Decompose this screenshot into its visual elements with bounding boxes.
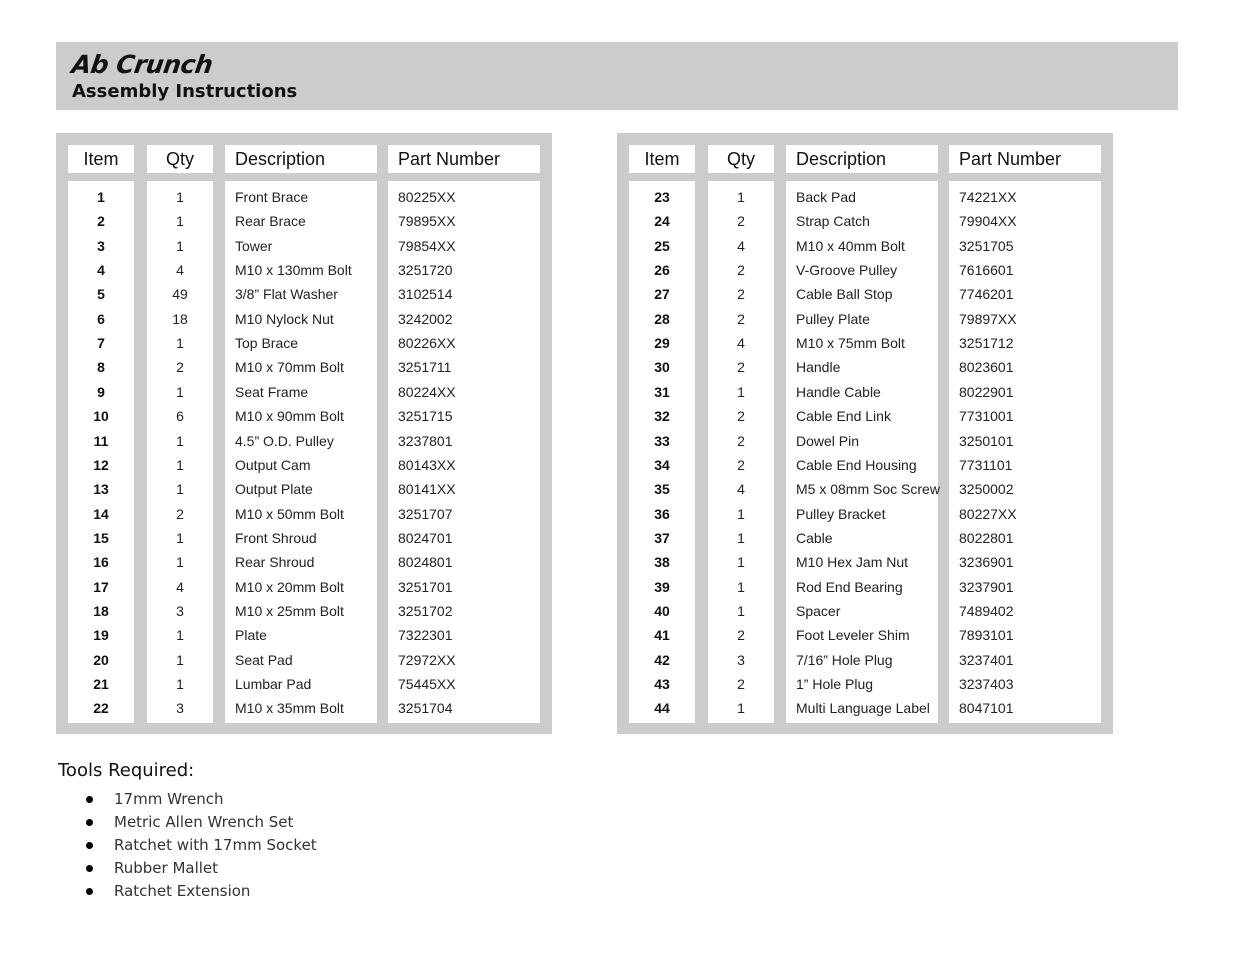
table-cell-qty: 1 <box>176 627 184 644</box>
column-part-number <box>388 181 540 723</box>
table-cell-part: 80225XX <box>398 189 456 205</box>
table-cell-description: Foot Leveler Shim <box>796 627 910 644</box>
table-cell-qty: 2 <box>737 286 745 303</box>
table-cell-description: 4.5” O.D. Pulley <box>235 432 334 449</box>
table-cell-part: 3236901 <box>959 554 1014 571</box>
table-cell-description: Handle <box>796 359 841 376</box>
table-cell-item: 30 <box>654 359 670 376</box>
table-cell-qty: 1 <box>176 189 184 205</box>
table-cell-item: 35 <box>654 481 670 498</box>
table-cell-qty: 2 <box>737 359 745 376</box>
table-cell-qty: 1 <box>737 505 745 522</box>
column-qty <box>147 181 213 723</box>
table-cell-qty: 3 <box>737 651 745 668</box>
table-cell-item: 5 <box>97 286 105 303</box>
tool-list-item <box>84 788 317 811</box>
table-cell-item: 29 <box>654 335 670 352</box>
table-cell-part: 3251701 <box>398 578 453 595</box>
table-cell-part: 3250101 <box>959 432 1014 449</box>
tools-list <box>84 788 317 903</box>
table-cell-item: 26 <box>654 262 670 279</box>
table-cell-item: 25 <box>654 237 670 254</box>
table-cell-description: Multi Language Label <box>796 700 930 717</box>
bullet-icon <box>86 888 93 895</box>
document-header <box>56 42 1178 110</box>
tools-required-heading: Tools Required: <box>58 760 195 781</box>
table-cell-item: 10 <box>93 408 109 425</box>
table-cell-item: 44 <box>654 700 670 717</box>
table-cell-part: 80141XX <box>398 481 456 498</box>
table-cell-item: 40 <box>654 602 670 619</box>
table-cell-part: 79897XX <box>959 310 1017 327</box>
table-cell-qty: 1 <box>176 481 184 498</box>
table-cell-qty: 2 <box>737 456 745 473</box>
table-cell-item: 28 <box>654 310 670 327</box>
table-cell-part: 3237901 <box>959 578 1014 595</box>
table-cell-description: Pulley Bracket <box>796 505 886 522</box>
table-cell-item: 16 <box>93 554 109 571</box>
table-cell-item: 36 <box>654 505 670 522</box>
table-cell-description: Cable End Housing <box>796 456 917 473</box>
table-cell-description: Rod End Bearing <box>796 578 903 595</box>
tool-name: Metric Allen Wrench Set <box>114 813 294 831</box>
table-cell-item: 4 <box>97 262 105 279</box>
table-cell-item: 2 <box>97 213 105 230</box>
table-cell-qty: 1 <box>176 432 184 449</box>
column-item <box>629 181 695 723</box>
tool-name: Ratchet Extension <box>114 882 251 900</box>
table-cell-description: Handle Cable <box>796 383 881 400</box>
column-header-item: Item <box>629 145 695 173</box>
table-cell-item: 34 <box>654 456 670 473</box>
table-cell-qty: 2 <box>737 432 745 449</box>
table-cell-description: Strap Catch <box>796 213 870 230</box>
table-cell-description: M10 Nylock Nut <box>235 310 334 327</box>
table-cell-item: 31 <box>654 383 670 400</box>
table-cell-qty: 4 <box>737 335 745 352</box>
table-cell-description: M10 x 25mm Bolt <box>235 602 344 619</box>
table-cell-qty: 1 <box>176 651 184 668</box>
table-cell-qty: 1 <box>176 529 184 546</box>
bullet-icon <box>86 865 93 872</box>
table-cell-item: 9 <box>97 383 105 400</box>
table-cell-part: 7893101 <box>959 627 1014 644</box>
table-cell-qty: 4 <box>737 481 745 498</box>
table-cell-item: 41 <box>654 627 670 644</box>
table-cell-description: V-Groove Pulley <box>796 262 898 279</box>
column-header-item: Item <box>68 145 134 173</box>
table-cell-part: 80224XX <box>398 383 456 400</box>
table-cell-item: 21 <box>93 676 109 692</box>
table-cell-part: 3251712 <box>959 335 1014 352</box>
table-cell-description: Dowel Pin <box>796 432 860 449</box>
column-part-number <box>949 181 1101 723</box>
table-cell-qty: 3 <box>176 602 184 619</box>
tool-name: 17mm Wrench <box>114 790 224 808</box>
column-header-description: Description <box>225 145 377 173</box>
table-cell-part: 79895XX <box>398 213 456 230</box>
tool-name: Rubber Mallet <box>114 859 219 877</box>
table-cell-part: 72972XX <box>398 651 456 668</box>
product-logo: Ab Crunch <box>69 50 215 79</box>
table-cell-qty: 2 <box>737 627 745 644</box>
table-cell-description: M10 x 70mm Bolt <box>235 359 344 376</box>
table-cell-qty: 6 <box>176 408 184 425</box>
table-cell-description: M10 x 75mm Bolt <box>796 335 905 352</box>
table-cell-qty: 1 <box>737 700 745 717</box>
table-cell-description: Seat Pad <box>235 651 293 668</box>
tool-list-item <box>84 880 317 903</box>
table-cell-qty: 1 <box>176 383 184 400</box>
table-cell-description: M10 x 90mm Bolt <box>235 408 344 425</box>
table-cell-description: Plate <box>235 627 267 644</box>
table-cell-part: 3251704 <box>398 700 453 717</box>
table-cell-part: 7322301 <box>398 627 453 644</box>
column-description <box>225 181 377 723</box>
table-cell-part: 3102514 <box>398 286 453 303</box>
table-cell-description: M5 x 08mm Soc Screw <box>796 481 940 498</box>
table-cell-part: 7731001 <box>959 408 1014 425</box>
tool-name: Ratchet with 17mm Socket <box>114 836 317 854</box>
table-cell-description: M10 x 20mm Bolt <box>235 578 344 595</box>
table-cell-qty: 1 <box>737 383 745 400</box>
table-cell-qty: 4 <box>176 578 184 595</box>
table-cell-description: Back Pad <box>796 189 856 205</box>
page-subtitle: Assembly Instructions <box>72 81 298 102</box>
table-cell-part: 3237801 <box>398 432 453 449</box>
table-cell-qty: 1 <box>176 237 184 254</box>
table-cell-qty: 18 <box>172 310 188 327</box>
table-cell-part: 75445XX <box>398 676 456 692</box>
table-cell-item: 15 <box>93 529 109 546</box>
table-cell-description: M10 x 40mm Bolt <box>796 237 905 254</box>
table-cell-qty: 1 <box>176 335 184 352</box>
table-cell-qty: 49 <box>172 286 188 303</box>
table-cell-qty: 2 <box>737 676 745 692</box>
table-cell-qty: 2 <box>737 310 745 327</box>
column-header-qty: Qty <box>147 145 213 173</box>
table-cell-description: Output Cam <box>235 456 311 473</box>
table-cell-part: 3250002 <box>959 481 1014 498</box>
table-cell-qty: 4 <box>737 237 745 254</box>
parts-table-right <box>617 133 1113 734</box>
table-cell-part: 79904XX <box>959 213 1017 230</box>
table-cell-item: 39 <box>654 578 670 595</box>
table-cell-item: 6 <box>97 310 105 327</box>
table-cell-item: 14 <box>93 505 109 522</box>
table-cell-part: 3251705 <box>959 237 1014 254</box>
table-cell-description: M10 x 50mm Bolt <box>235 505 344 522</box>
table-cell-part: 74221XX <box>959 189 1017 205</box>
column-header-qty: Qty <box>708 145 774 173</box>
table-cell-item: 20 <box>93 651 109 668</box>
table-cell-description: Lumbar Pad <box>235 676 312 692</box>
table-cell-qty: 1 <box>737 189 745 205</box>
table-cell-description: Front Shroud <box>235 529 317 546</box>
table-cell-part: 80143XX <box>398 456 456 473</box>
table-cell-item: 32 <box>654 408 670 425</box>
table-cell-part: 7746201 <box>959 286 1014 303</box>
table-cell-part: 8022801 <box>959 529 1014 546</box>
table-cell-part: 80227XX <box>959 505 1017 522</box>
table-cell-part: 8047101 <box>959 700 1014 717</box>
table-cell-description: 3/8” Flat Washer <box>235 286 338 303</box>
table-cell-qty: 1 <box>176 456 184 473</box>
table-cell-description: Cable End Link <box>796 408 891 425</box>
table-cell-qty: 1 <box>737 602 745 619</box>
bullet-icon <box>86 819 93 826</box>
bullet-icon <box>86 796 93 803</box>
table-cell-part: 8023601 <box>959 359 1014 376</box>
table-cell-part: 3251715 <box>398 408 453 425</box>
table-cell-item: 8 <box>97 359 105 376</box>
column-description <box>786 181 938 723</box>
table-cell-item: 43 <box>654 676 670 692</box>
column-header-part-number: Part Number <box>949 145 1101 173</box>
table-cell-part: 7616601 <box>959 262 1014 279</box>
table-cell-description: Seat Frame <box>235 383 309 400</box>
table-cell-qty: 2 <box>176 359 184 376</box>
table-cell-qty: 1 <box>176 676 184 692</box>
table-cell-description: M10 x 35mm Bolt <box>235 700 344 717</box>
table-cell-qty: 2 <box>737 213 745 230</box>
table-cell-qty: 1 <box>737 554 745 571</box>
table-cell-part: 3237401 <box>959 651 1014 668</box>
table-cell-qty: 2 <box>737 262 745 279</box>
table-cell-item: 7 <box>97 335 105 352</box>
table-cell-description: Cable <box>796 529 833 546</box>
parts-table-left <box>56 133 552 734</box>
table-cell-description: Rear Brace <box>235 213 306 230</box>
table-cell-item: 27 <box>654 286 670 303</box>
table-cell-part: 8022901 <box>959 383 1014 400</box>
table-cell-description: M10 x 130mm Bolt <box>235 262 352 279</box>
table-cell-description: M10 Hex Jam Nut <box>796 554 909 571</box>
table-cell-description: Tower <box>235 237 273 254</box>
tool-list-item <box>84 834 317 857</box>
table-cell-qty: 2 <box>176 505 184 522</box>
table-cell-part: 3251711 <box>398 359 452 376</box>
table-cell-part: 3237403 <box>959 676 1014 692</box>
table-cell-description: 7/16” Hole Plug <box>796 651 893 668</box>
table-cell-part: 7489402 <box>959 602 1014 619</box>
table-cell-item: 17 <box>93 578 109 595</box>
table-cell-qty: 2 <box>737 408 745 425</box>
column-item <box>68 181 134 723</box>
table-cell-part: 7731101 <box>959 456 1013 473</box>
column-header-part-number: Part Number <box>388 145 540 173</box>
tool-list-item <box>84 857 317 880</box>
column-qty <box>708 181 774 723</box>
table-cell-item: 38 <box>654 554 670 571</box>
table-cell-description: 1” Hole Plug <box>796 676 874 692</box>
table-cell-part: 8024701 <box>398 529 453 546</box>
table-cell-qty: 1 <box>737 529 745 546</box>
table-cell-description: Front Brace <box>235 189 309 205</box>
table-cell-item: 18 <box>93 602 109 619</box>
table-cell-part: 79854XX <box>398 237 456 254</box>
table-cell-qty: 1 <box>737 578 745 595</box>
table-cell-description: Pulley Plate <box>796 310 870 327</box>
table-cell-part: 3251707 <box>398 505 453 522</box>
table-cell-qty: 1 <box>176 213 184 230</box>
table-cell-part: 3251702 <box>398 602 453 619</box>
table-cell-description: Rear Shroud <box>235 554 315 571</box>
table-cell-item: 24 <box>654 213 670 230</box>
tool-list-item <box>84 811 317 834</box>
table-cell-item: 1 <box>97 189 105 205</box>
table-cell-description: Output Plate <box>235 481 313 498</box>
table-cell-item: 42 <box>654 651 670 668</box>
table-cell-item: 3 <box>97 237 105 254</box>
table-cell-item: 22 <box>93 700 109 717</box>
table-cell-item: 23 <box>654 189 670 205</box>
table-cell-item: 19 <box>93 627 109 644</box>
table-cell-item: 12 <box>93 456 109 473</box>
column-header-description: Description <box>786 145 938 173</box>
table-cell-item: 37 <box>654 529 670 546</box>
table-cell-part: 80226XX <box>398 335 456 352</box>
table-cell-qty: 1 <box>176 554 184 571</box>
table-cell-description: Cable Ball Stop <box>796 286 893 303</box>
bullet-icon <box>86 842 93 849</box>
table-cell-part: 3251720 <box>398 262 453 279</box>
table-cell-qty: 4 <box>176 262 184 279</box>
table-cell-description: Spacer <box>796 602 841 619</box>
table-cell-qty: 3 <box>176 700 184 717</box>
table-cell-item: 33 <box>654 432 670 449</box>
table-cell-item: 13 <box>93 481 109 498</box>
table-cell-part: 8024801 <box>398 554 453 571</box>
table-cell-part: 3242002 <box>398 310 453 327</box>
table-cell-description: Top Brace <box>235 335 299 352</box>
table-cell-item: 11 <box>93 432 109 449</box>
